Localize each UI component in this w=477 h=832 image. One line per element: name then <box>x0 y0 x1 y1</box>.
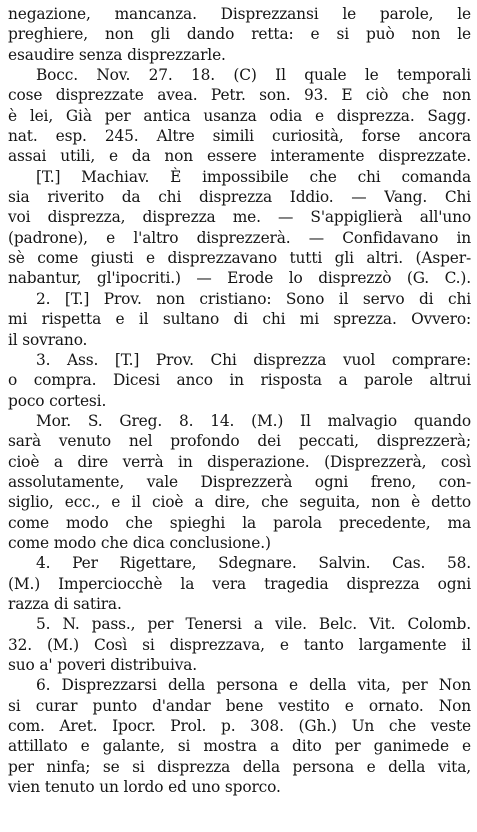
text-line: o compra. Dicesi anco in risposta a parole altrui <box>8 371 471 390</box>
text-line: (padrone), e l'altro disprezzerà. — Confidavano in <box>8 228 471 247</box>
text-line: si curar punto d'andar bene vestito e ornato. Non <box>8 696 471 715</box>
text-line: siglio, ecc., e il cioè a dire, che seguita, non è detto <box>8 493 471 512</box>
text-line: [T.] Machiav. È impossibile che chi comanda <box>36 167 471 186</box>
text-line: poco cortesi. <box>8 391 107 410</box>
text-line: è lei, Già per antica usanza odia e disprezza. Sagg. <box>8 106 471 125</box>
text-line: esaudire senza disprezzarle. <box>8 45 226 64</box>
text-line: 5. N. pass., per Tenersi a vile. Belc. Vit. Colomb. <box>36 615 471 634</box>
text-line: 4. Per Rigettare, Sdegnare. Salvin. Cas. 58. <box>36 554 471 573</box>
text-line: (M.) Imperciocchè la vera tragedia disprezza ogni <box>8 574 471 593</box>
entry-text <box>8 4 471 797</box>
text-line: Bocc. Nov. 27. 18. (C) Il quale le temporali <box>36 66 471 85</box>
text-line: il sovrano. <box>8 330 88 349</box>
text-line: mi rispetta e il sultano di chi mi sprezza. Ovvero: <box>8 310 471 329</box>
text-line: razza di satira. <box>8 594 122 613</box>
text-line: 3. Ass. [T.] Prov. Chi disprezza vuol comprare: <box>36 350 471 369</box>
text-line: Mor. S. Greg. 8. 14. (M.) Il malvagio quando <box>36 411 471 430</box>
text-line: nabantur, gl'ipocriti.) — Erode lo disprezzò (G. C.). <box>8 269 471 288</box>
text-line: per ninfa; se si disprezza della persona e della vita, <box>8 757 471 776</box>
text-line: come modo che spieghi la parola precedente, ma <box>8 513 471 532</box>
text-line: sia riverito da chi disprezza Iddio. — Vang. Chi <box>8 188 471 207</box>
text-line: 2. [T.] Prov. non cristiano: Sono il servo di chi <box>36 289 471 308</box>
text-line: sè come giusti e disprezzavano tutti gli altri. (Asper- <box>8 249 471 268</box>
text-line: preghiere, non gli dando retta: e si può non le <box>8 25 471 44</box>
text-line: suo a' poveri distribuiva. <box>8 656 198 674</box>
text-line: 6. Disprezzarsi della persona e della vita, per Non <box>36 676 471 695</box>
text-line: negazione, mancanza. Disprezzansi le parole, le <box>8 5 471 23</box>
text-line: assai utili, e da non essere interamente disprezzate. <box>8 147 471 166</box>
text-line: com. Aret. Ipocr. Prol. p. 308. (Gh.) Un che veste <box>8 717 471 736</box>
text-line: cioè a dire verrà in disperazione. (Disprezzerà, così <box>8 452 471 471</box>
text-line: 32. (M.) Così si disprezzava, e tanto largamente il <box>8 635 471 654</box>
text-line: attillato e galante, si mostra a dito per ganimede e <box>8 737 471 756</box>
text-line: come modo che dica conclusione.) <box>8 533 271 552</box>
text-line: cose disprezzate avea. Petr. son. 93. E ciò che non <box>8 86 471 105</box>
text-line: nat. esp. 245. Altre simili curiosità, forse ancora <box>8 127 471 146</box>
text-line: vien tenuto un lordo ed uno sporco. <box>8 778 281 797</box>
text-line: sarà venuto nel profondo dei peccati, disprezzerà; <box>8 432 471 451</box>
text-line: voi disprezza, disprezza me. — S'appiglierà all'uno <box>8 208 471 227</box>
text-line: assolutamente, vale Disprezzerà ogni freno, con- <box>8 472 471 491</box>
